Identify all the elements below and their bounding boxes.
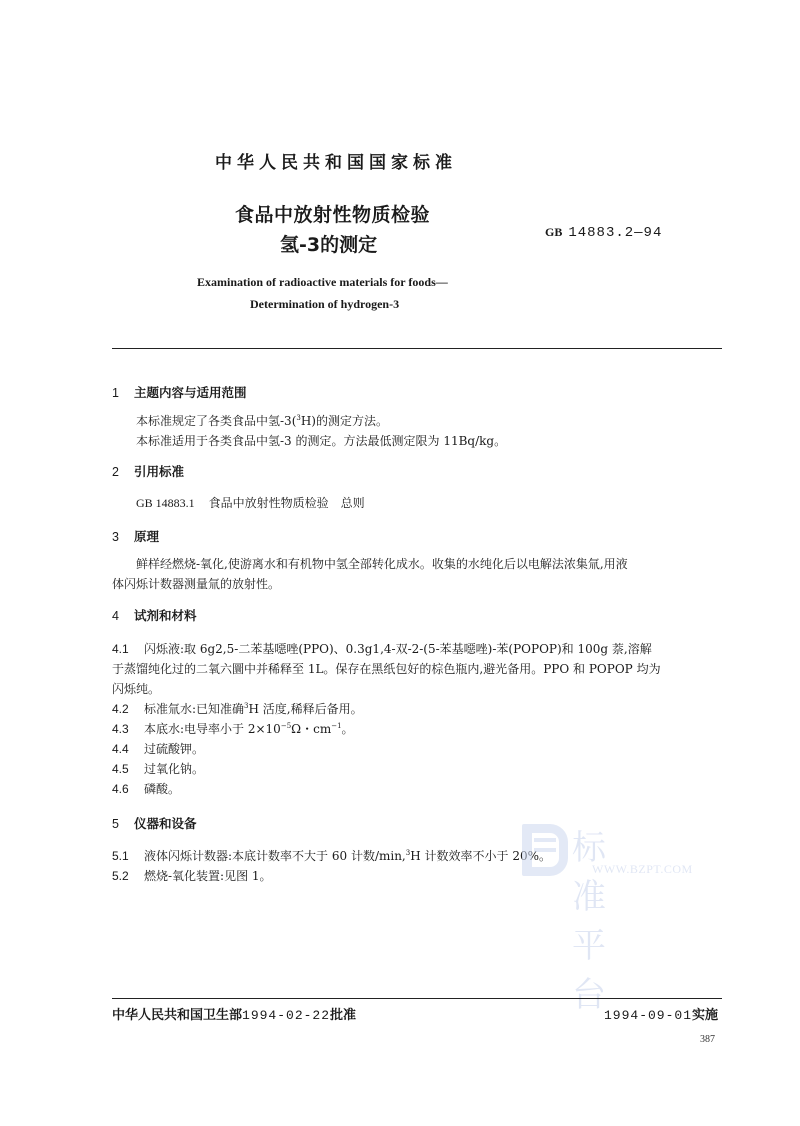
page-number: 387 bbox=[700, 1034, 715, 1045]
header-divider bbox=[112, 348, 722, 349]
section-2-title: 引用标准 bbox=[134, 464, 185, 479]
section-3-title: 原理 bbox=[134, 529, 160, 544]
effective-date: 1994-09-01 bbox=[604, 1008, 693, 1023]
principle-line-1: 鲜样经燃烧-氧化,使游离水和有机物中氢全部转化成水。收集的水纯化后以电解法浓集氚,用液 bbox=[136, 557, 628, 571]
watermark-url: WWW.BZPT.COM bbox=[592, 862, 693, 876]
watermark-text: 标准平台 bbox=[572, 828, 608, 1015]
item-4-1-line-1: 4.1 闪烁液:取 6g2,5-二苯基噁唑(PPO)、0.3g1,4-双-2-(5-苯基噁唑)-苯(POPOP)和 100g 萘,溶解 bbox=[112, 642, 652, 656]
issuer: 中华人民共和国卫生部 bbox=[112, 1008, 243, 1023]
item-4-3: 4.3 本底水:电导率小于 $2\times 10^{-5}\Omega$・$cm^{-1}$。 bbox=[112, 722, 354, 736]
approval-date: 1994-02-22 bbox=[242, 1008, 331, 1023]
national-standard-label: 中华人民共和国国家标准 bbox=[215, 153, 457, 173]
item-4-1-line-3: 闪烁纯。 bbox=[112, 682, 161, 696]
referenced-standard-code: GB 14883.1 bbox=[136, 496, 195, 510]
item-4-6: 4.6 磷酸。 bbox=[112, 782, 181, 796]
section-4-heading: 4 试剂和材料 bbox=[112, 608, 197, 623]
item-4-4: 4.4 过硫酸钾。 bbox=[112, 742, 205, 756]
english-title-line1: Examination of radioactive materials for foods— bbox=[197, 275, 448, 289]
item-5-1: 5.1 液体闪烁计数器:本底计数率不大于 60 计数/min,$^3$H 计数效率不小于 20%。 bbox=[112, 849, 551, 863]
effective-info bbox=[604, 1004, 718, 1023]
section-5-title: 仪器和设备 bbox=[134, 816, 197, 831]
section-1-title: 主题内容与适用范围 bbox=[134, 385, 247, 400]
standard-code-prefix: GB bbox=[545, 225, 563, 239]
approval-label: 批准 bbox=[330, 1008, 357, 1023]
english-title-line2: Determination of hydrogen-3 bbox=[250, 297, 400, 311]
section-4-title: 试剂和材料 bbox=[134, 608, 197, 623]
section-5-heading: 5 仪器和设备 bbox=[112, 816, 197, 831]
item-4-5: 4.5 过氧化钠。 bbox=[112, 762, 205, 776]
document-title-line2: 氢-3的测定 bbox=[280, 234, 378, 256]
standard-code bbox=[545, 224, 662, 241]
section-1-para-2: 本标准适用于各类食品中氢-3 的测定。方法最低测定限为 11Bq/kg。 bbox=[136, 434, 507, 448]
principle-line-2: 体闪烁计数器测量氚的放射性。 bbox=[112, 577, 281, 591]
effective-label: 实施 bbox=[692, 1008, 719, 1023]
item-5-2: 5.2 燃烧-氧化装置:见图 1。 bbox=[112, 869, 272, 883]
item-4-1-line-2: 于蒸馏纯化过的二氧六圜中并稀释至 1L。保存在黑纸包好的棕色瓶内,避光备用。PPO 和 POPOP 均为 bbox=[112, 662, 661, 676]
section-1-heading: 1 主题内容与适用范围 bbox=[112, 385, 247, 400]
document-title-line1: 食品中放射性物质检验 bbox=[235, 204, 431, 226]
watermark-logo-z-icon bbox=[534, 838, 556, 852]
section-3-heading: 3 原理 bbox=[112, 529, 160, 544]
referenced-standard-title: 食品中放射性物质检验 总则 bbox=[208, 496, 365, 510]
referenced-standard bbox=[136, 494, 365, 511]
footer-divider bbox=[112, 998, 722, 999]
approval-info bbox=[112, 1004, 356, 1023]
section-1-para-1: 本标准规定了各类食品中氢-3($^3$H)的测定方法。 bbox=[136, 414, 388, 428]
section-2-heading: 2 引用标准 bbox=[112, 464, 185, 479]
item-4-2: 4.2 标准氚水:已知准确$^3$H 活度,稀释后备用。 bbox=[112, 702, 363, 716]
standard-code-number: 14883.2—94 bbox=[568, 225, 663, 241]
